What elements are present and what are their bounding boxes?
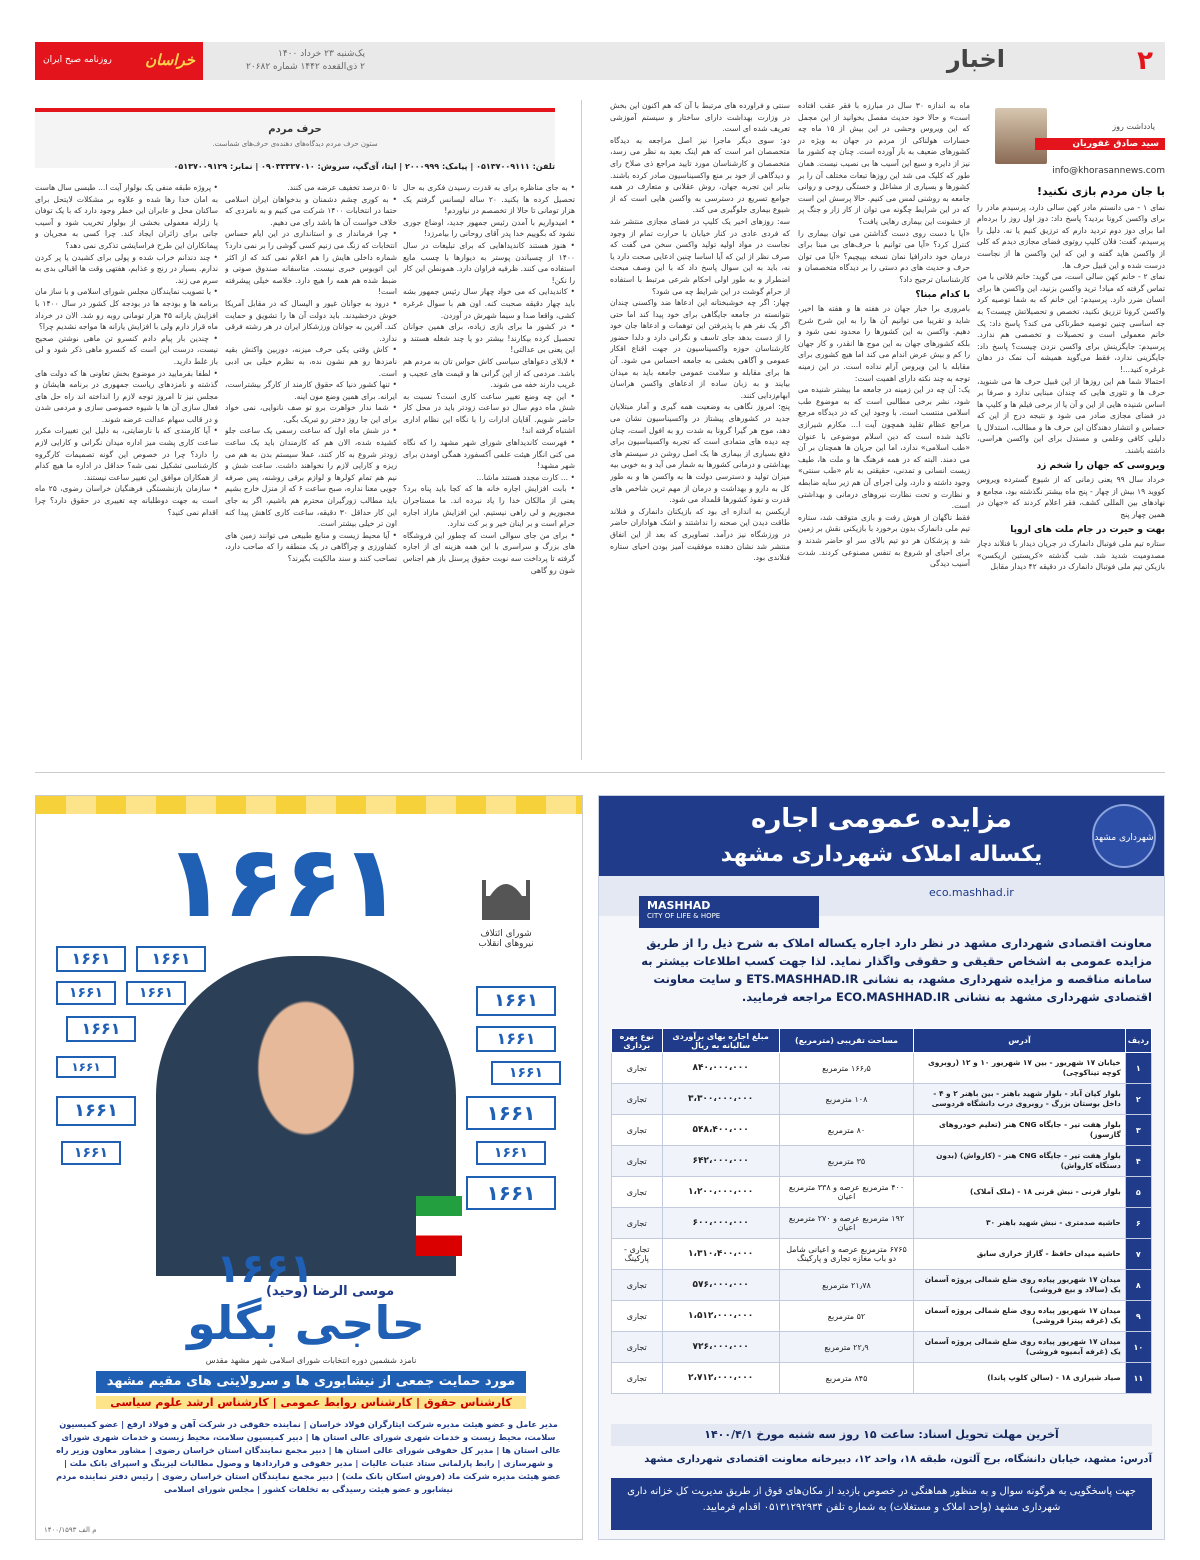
row-address: صیاد شیرازی ۱۸ - (سالن کلوپ پاندا) <box>914 1363 1126 1394</box>
col-header-price: مبلغ اجاره بهای برآوردی سالیانه به ریال <box>662 1029 779 1053</box>
candidate-ad <box>35 795 583 1540</box>
code-tile: ۱۶۶۱ <box>61 1141 121 1165</box>
issue-date <box>245 48 365 74</box>
property-table <box>611 1028 1152 1394</box>
article-column-1 <box>977 186 1165 761</box>
row-area: ۸۰ مترمربع <box>779 1115 913 1146</box>
row-address: حاشیه صدمتری - نبش شهید باهنر ۳۰ <box>914 1208 1126 1239</box>
row-area: ۴۰۰ مترمربع عرصه و ۳۳۸ مترمربع اعیان <box>779 1177 913 1208</box>
row-area: ۱۶۶٫۵ مترمربع <box>779 1053 913 1084</box>
row-number: ۹ <box>1125 1301 1151 1332</box>
section-title: اخبار <box>946 45 1005 73</box>
candidate-code: ۱۶۶۱ <box>166 826 401 938</box>
paragraph: پنج: امروز نگاهی به وضعیت همه گیری و آمار مبتلایان جدید در کشورهای پیشتاز در واکسیناسیون نشان می دهد، موج هر گیرا گرونا به شدت رو به افول است، چنان چه دیده های متمادی است که تجربه واکسیناسیون برای دفع بسیاری از بیماری ها یک اصل روشن در سیستم های بهداشتی و درمانی کشورها به شمار می آید و به خوبی بیه میزان تولید و دسترسی دولت ها به واکسن ها و به طور کل به دارو و بهداشت و درمان از مهم ترین شاخص های قدرت و نفوذ کشورها قلمداد می شود. <box>610 402 790 505</box>
row-number: ۱۱ <box>1125 1363 1151 1394</box>
row-address: میدان ۱۷ شهریور پیاده روی ضلع شمالی پروژه آسمان یک (غرفه آبمیوه فروشی) <box>914 1332 1126 1363</box>
code-tile: ۱۶۶۱ <box>476 1026 556 1052</box>
table-row <box>612 1146 1152 1177</box>
row-address: بلوار کیان آباد - بلوار شهید باهنر - بین باهنر ۲ و ۴ - داخل بوستان بزرگ - روبروی درب دانشگاه فردوسی <box>914 1084 1126 1115</box>
row-use: تجاری <box>612 1177 663 1208</box>
date-lunar: ۲ ذی‌القعده ۱۴۴۲ شماره ۲۰۶۸۲ <box>246 62 365 72</box>
contact-info: تلفن: ۰۵۱۳۷۰۰۹۱۱۱ | پیامک: ۲۰۰۰۹۹۹ | ایتا، آی‌گپ، سروش: ۰۹۰۳۳۳۳۷۰۱۰ | نمابر: ۰۵۱۳۷۰۰۹۱۲۹ <box>173 162 555 171</box>
column-divider <box>581 100 582 760</box>
row-price: ۳،۳۰۰،۰۰۰،۰۰۰ <box>662 1084 779 1115</box>
logo-caption: شورای ائتلاف نیروهای انقلاب <box>478 929 534 949</box>
article-column-3 <box>610 100 790 762</box>
author-photo <box>995 108 1047 164</box>
col-header-area: مساحت تقریبی (مترمربع) <box>779 1029 913 1053</box>
table-row <box>612 1270 1152 1301</box>
people-column-3: • پروژه طبقه منفی یک بولوار آیت ا... طبسی سال هاست به امان خدا رها شده و علاوه بر مشکلات لایتحل برای ساکنان محل و عابران این خطر وجود دارد که با یک توفان یا زلزله معمولی بخشی از بولوار تخریب شود و آسیب جانی برای زائران ایجاد کند. چرا کسی به مجریان و پیمانکاران این طرح فراسایشی تذکری نمی دهد؟ • چند دندانم خراب شده و پولی برای کشیدن یا پر کردن ندارم. بسیار در رنج و عذابم، هفتهی وقت ها اقبالی بدی به سرم می زند. • با تصویب نمایندگان مجلس شورای اسلامی و با ساز مان برنامه ها و بودجه ها در بودجه کل کشور در سال ۱۴۰۰ با افزایش یارانه ۴۵ هزار تومانی روبه رو شد. الان در خرداد ماه قرار دارم ولی با افزایش یارانه ها مواجه نشدیم چرا؟ • چندین بار پیام دادم کنسرو تن ماهی نوشتن صحیح نیست، درست این است که کنسرو ماهی ذکر شود و لی باز غلط دارید. • لطفا بفرمایید در موضوع بخش تعاونی ها که دولت های گذشته و نامزدهای ریاست جمهوری در برنامه هایشان و مجلس نیز تا امروز توجه لازم را انداخته اند راه حل های فعال سازی آن ها با شیوه خصوصی سازی و مردمی شدن و در قالب سهام عدالت عرضه شوند. • آیا کارمندی که با نارضایتی، به دلیل این تغییرات مکرر ساعت کاری پشت میز اداره میدان نگرانی و کارایی لازم را دارد؟ چرا در خصوص این گونه تصمیمات کارگروه کارشناسی تشکیل نمی شه؟ حداقل در اداره ما هیچ کدام از همکاران موافق این تغییر ساعت نیستند. • سازمان بازنشستگی فرهنگیان خراسان رضوی، ۲۵ ماه است به جهت دوطلبانه چه تغییری در حقوق دارد؟ چرا اقدام نمی کنید؟ <box>35 183 218 517</box>
code-tile: ۱۶۶۱ <box>476 986 556 1016</box>
row-use: تجاری <box>612 1084 663 1115</box>
code-tile: ۱۶۶۱ <box>491 1061 561 1085</box>
paragraph: چهار: اگر چه خوشبختانه این ادعاها ضد واکسنی چندان نتوانسته در جامعه جایگاهی برای خود پیدا کند اما حتی اگر یک نفر هم با پذیرفتن این توهمات و ادعاها جان خود را از دست بدهد جای تاسف و نگرانی دارد و دلدا حضور کارشناسان حوزه واکسیناسیون در جهت اقناع افکار عمومی و آگاهی بخشی به جامعه احساس می شود. آن ها برای مقابله و سلامت عمومی جامعه باید به میدان بیایند و به زبان ساده از ادعاهای واکسن هراسان ابهام‌زدایی کنند. <box>610 298 790 400</box>
paragraph: نمای ۱ - می دانستم مادر کهن سالی دارد، پرسیدم مادر را برای واکسن کرونا بردید؟ پاسخ داد: دوز اول روز را برده‌ام اما برای دوز دوم تردید دارم که ترزیق کنیم یا نه. دلیل را پرسیدم، گفت: فلان کلیپ روتوی فضای مجازی دیدم که کلی از واکسن هاید گفته و این که این واکسن ها از نجاست درست شده و این قبیل حرف ها. <box>977 202 1165 270</box>
paragraph: اریکسن به اندازه ای بود که بازیکنان دانمارک و فنلاند طاقت دیدن این صحنه را نداشتند و اشک هواداران حاضر در ورزشگاه نیز درآمد. تصاویری که بعد از این اتفاق منتشر شد نشان دهنده موفقیت آمیز بودن احیای ستاره فنلاندی بود. <box>610 506 790 563</box>
contact-footer: جهت پاسخگویی به هرگونه سوال و به منظور هماهنگی در خصوص بازدید از مکان‌های فوق از طریق مدیریت کل خزانه داری شهرداری مشهد (واحد املاک و مستغلات) به شماره تلفن ۰۵۱۳۱۲۹۲۹۳۴ اقدام فرمایید. <box>611 1478 1152 1530</box>
paragraph: سه: روزهای اخیر یک کلیپ در فضای مجازی منتشر شد که فردی عادی در کنار خیابان با حرارت تمام از وجود نجاست در مواد اولیه تولید واکسن سخن می گفت که صرف نظر از این که آیا اساسا چنین ادعایی صحت دارد یا نه، باید به این سوال پاسخ داد که با این وصف مبحث اضطرار و به طور اولی احکام شرعی مرتبط با استفاده از حرام گوشت در این شرایط چه می شود؟ <box>610 216 790 296</box>
ad-code: م الف ۱۴۰۰/۱۵۹۳ <box>44 1526 97 1534</box>
row-area: ۸۴۵ مترمربع <box>779 1363 913 1394</box>
paragraph: احتمالا شما هم این روزها از این قبیل حرف ها می شنوید، حرف ها و تئوری هایی که چندان مبنایی ندارد و صرفا بر اساس شنیده هایی از این و آن یا از برخی فیلم ها و کلیپ ها در فضای مجازی صادر می شود و نتیجه درج از این که حساس و انتشار دهندگان این حرف ها و مطالب، استدلال یا دلیلی کافی وعلمی و مستدل برای این واکسن هراسی، داشته باشند. <box>977 376 1165 456</box>
author-email[interactable]: info@khorasannews.com <box>1052 166 1165 176</box>
degrees-line: کارشناس حقوق | کارشناس روابط عمومی | کارشناس ارشد علوم سیاسی <box>96 1396 526 1409</box>
date-solar: یک‌شنبه ۲۳ خرداد ۱۴۰۰ <box>277 49 365 59</box>
col-header-use: نوع بهره برداری <box>612 1029 663 1053</box>
row-address: میدان ۱۷ شهریور پیاده روی ضلع شمالی پروژه آسمان یک (غرفه پیتزا فروشی) <box>914 1301 1126 1332</box>
subheading: بهت و حیرت در جام ملت های اروپا <box>1010 524 1165 535</box>
table-row <box>612 1332 1152 1363</box>
code-tile: ۱۶۶۱ <box>56 1056 116 1078</box>
table-row <box>612 1301 1152 1332</box>
submission-deadline: آخرین مهلت تحویل اسناد: ساعت ۱۵ روز سه شنبه مورخ ۱۴۰۰/۴/۱ <box>611 1424 1152 1446</box>
row-address: بلوار هفت تیر - جایگاه CNG هنر (تعلیم خودروهای گازسوز) <box>914 1115 1126 1146</box>
code-tile: ۱۶۶۱ <box>56 1096 136 1126</box>
people-column-1: • به جای مناظره برای به قدرت رسیدن فکری به حال تحصیل کرده ها بکنید. ۲۰ ساله لیسانس گرفتم یک هزار تومانی تا حالا از تخصصم در نیاوردم! • امیدواریم با آمدن رئیس جمهور جدید، اوضاع جوری نشود که بگوییم خدا پدر آقای روحانی را بیامرزد! • هنوز هستند کاندیداهایی که برای تبلیغات در سال ۱۴۰۰ از چسباندن پوستر به دیوارها با چسب مایع استفاده می کنند. ظرفیه فراوان دارد. همونطن این کار را نکن! • کاندیدایی که می خواد چهار سال رئیس جمهور بشه باید چهار دقیقه صحبت کنه. اون هم با سوال غرغره کشی، واقعا صدا و سیما شهرش در آوردن. • در کشور ما برای بازی زیاده، برای همین جوانان تحصیل کرده بیکارند! بیشتر دو یا چند شغله هستند و این یعنی بی عدالتی! • لابلای دعواهای سیاسی کاش حواس تان به مردم هم باشد. مردمی که از این گرانی ها و قیمت های عجیب و غریب دارند خفه می شوند. • این چه وضع تغییر ساعت کاری است؟ نسبت به شش ماه دوم سال دو ساعت زودتر باید در محل کار حاضر شویم. آقایان ادارات را با نگاه این نظام اداری اشتباه گرفته اند! • فهرست کاندیداهای شورای شهر مشهد را که نگاه می کنی انگار هیئت علمی آکسفورد همگی اومدن برای شهر مشهد! • ... کارت مجدد هستند ماشا... • بابت افزایش اجاره خانه ها که کجا باید پناه برد؟ یعنی از مالکان خدا را یاد نبرده اند. ما مستاجران مجبوریم و لی راهی نیستیم. این افزایش مازاد اجاره حرام است و بر اینان خیر و بر کت ندارد. • برای من جای سوالی است که چطور این فروشگاه های بزرگ و سراسری با این همه هزینه ای از اجاره گرفته تا پرداخت سه نوبت حقوق پرسنل باز هم اجناس شون رو گاهی <box>403 183 575 575</box>
brand-logo[interactable] <box>35 42 203 80</box>
paragraph: «آیا با دست روی دست گذاشتن می توان بیماری را کنترل کرد؟ «آیا می توانیم با حرف‌های بی مبنا برای درمان خود دادرافیا نمان نسخه بپیچیم؟ «آیا می توان حرف و حدیث های دم دستی را بر دیدگاه متخصصان و کارشناسان ترجیح داد؟ <box>798 228 970 284</box>
paragraph: سنتی و فراورده های مرتبط با آن که هم اکنون این بخش در وزارت بهداشت دارای ساختار و سیستم آموزشی تعریف شده ای است. <box>610 101 790 134</box>
row-address: خیابان ۱۷ شهریور - بین ۱۷ شهریور ۱۰ و ۱۲ (روبروی کوچه تیناکوچی) <box>914 1053 1126 1084</box>
row-price: ۷۲۶،۰۰۰،۰۰۰ <box>662 1332 779 1363</box>
brand-name: خراسان <box>145 51 195 69</box>
brand-tagline: روزنامه صبح ایران <box>43 55 112 65</box>
row-number: ۱۰ <box>1125 1332 1151 1363</box>
row-use: تجاری <box>612 1363 663 1394</box>
table-row <box>612 1177 1152 1208</box>
column-label: یادداشت روز <box>1112 122 1155 131</box>
row-area: ۵۲ مترمربع <box>779 1301 913 1332</box>
row-number: ۷ <box>1125 1239 1151 1270</box>
code-tile: ۱۶۶۱ <box>466 1176 556 1210</box>
row-address: میدان ۱۷ شهریور پیاده روی ضلع شمالی پروژه آسمان یک (سالاد و بیع فروشی) <box>914 1270 1126 1301</box>
auction-intro: معاونت اقتصادی شهرداری مشهد در نظر دارد اجاره یکساله املاک به شرح ذیل را از طریق مزایده عمومی به اشخاص حقیقی و حقوقی واگذار نماید. لذا جهت کسب اطلاعات بیشتر به سامانه مناقصه و مزایده شهرداری مشهد، به نشانی ETS.MASHHAD.IR و سایت معاونت اقتصادی شهرداری مشهد به نشانی ECO.MASHHAD.IR مراجعه فرمایید. <box>641 936 1152 1004</box>
auction-title: مزایده عمومی اجاره <box>750 804 1013 834</box>
paragraph: دو: سوی دیگر ماجرا نیز اصل مراجعه به دیدگاه متخصصان امر است که هم اینک بعید به نظر می رسد، متخصصان و کارشناسان مورد تایید مراجع ذی صلاح رای و دیدگاهی از خود بر منع واکسیناسیون صادر کرده باشند. بنابر این تجربه جهان، روش عقلانی و متعارف در همه جوامع تسریع در دسترسی به واکسن هایی است که از شیوع بیماری جلوگیری می کند. <box>610 135 790 215</box>
people-column-2: تا ۵۰ درصد تخفیف عرضه می کنند. • به کوری چشم دشمنان و بدخواهان ایران اسلامی حتما در انتخابات ۱۴۰۰ شرکت می کنیم و به نامزدی که خلاف خواست آن ها باشد رای می دهیم. • چرا فرماندار ی و استانداری در این ایام حساس انتخابات که زنگ می زنیم کسی گوشی را بر نمی دارد؟ شماره داخلی هایش را هم اعلام نمی کند که از اکثر این اتوبوس خبری نیست. متاسفانه صندوق صوتی و ضبط شده هم همه را هیچ دارد. خلاصه خیلی پیشرفته است! • درود به جوانان غیور و الیسال که در مقابل آمریکا خوش درخشیدند. باید دولت آن ها را تشویق و حمایت کند. آفرین به جوانان ورزشکار ایران در هر رشته فرقی ندارد. • کاش وقتی یکی حرف میزنه، دوربین واکنش بقیه نامزدها رو هم نشون نده، به نظرم خیلی بی ادبی است. • تنها کشور دنیا که حقوق کارمند از کارگر بیشتراست، ایرانه. برای همین وضع مون اینه. • شما ندار خواهرت برو تو صف نانوایی، نمی خواد برای این جا روز دختر رو تبریک بگی. • در شش ماه اول که ساعت رسمی یک ساعت جلو کشیده شده، الان هم که کارمندان باید یک ساعت زودتر شروع به کار کنند، عملا سیستم بدن به هم می ریزه و کارایی لازم را نخواهند داشت. ساعت شش و نیم هم تمام کولرها و لوازم برقی روشنه، پس صرفه جویی معنا نداره، صبح ساعت ۶ که از منزل خارج بشیم باید مطالب زورگیران محترم هم باشیم، اگر به جای این کار حداقل ۳۰ دقیقه، ساعت کاری کاهش پیدا کنه اون تر خیلی بیشتر است. • آیا محیط زیست و منابع طبیعی می توانند زمین های کشاورزی و چراگاهی در یک منطقه را که صاحب دارد، تصاحب کنند و سند مالکیت بگیرند؟ <box>225 183 397 563</box>
row-price: ۱،۵۱۲،۰۰۰،۰۰۰ <box>662 1301 779 1332</box>
auction-subtitle: یکساله املاک شهرداری مشهد <box>720 842 1043 867</box>
row-price: ۲،۷۱۲،۰۰۰،۰۰۰ <box>662 1363 779 1394</box>
row-area: ۶۷۶۵ مترمربع عرصه و اعیانی شامل دو باب مغازه تجاری و پارکینگ <box>779 1239 913 1270</box>
municipality-emblem-icon: شهرداری مشهد <box>1092 804 1156 868</box>
logo-name: MASHHAD <box>647 899 711 912</box>
iran-flag-icon <box>416 1196 462 1256</box>
people-subtitle: ستون حرف مردم دیدگاه‌های دهنده‌ی حرف‌های شماست. <box>212 140 378 148</box>
row-number: ۲ <box>1125 1084 1151 1115</box>
row-use: تجاری <box>612 1301 663 1332</box>
table-row <box>612 1053 1152 1084</box>
row-area: ۳۵ مترمربع <box>779 1146 913 1177</box>
code-tile: ۱۶۶۱ <box>56 981 116 1005</box>
support-line: مورد حمایت جمعی از نیشابوری ها و سرولایتی های مقیم مشهد <box>96 1371 526 1393</box>
coalition-logo <box>466 866 546 966</box>
row-use: تجاری - پارکینگ <box>612 1239 663 1270</box>
row-price: ۵۴۸،۴۰۰،۰۰۰ <box>662 1115 779 1146</box>
table-row <box>612 1208 1152 1239</box>
people-column-header <box>35 108 555 168</box>
row-area: ۲۲٫۹ مترمربع <box>779 1332 913 1363</box>
paragraph: ستاره تیم ملی فوتبال دانمارک در جریان دیدار با فنلاند دچار مصدومیت شدید شد. شب گذشته «کریستین اریکسن» بازیکن تیم ملی فوتبال دانمارک در دقیقه ۴۲ دیدار مقابل <box>977 539 1165 572</box>
row-number: ۳ <box>1125 1115 1151 1146</box>
row-number: ۸ <box>1125 1270 1151 1301</box>
code-tile: ۱۶۶۱ <box>476 1141 546 1165</box>
auction-ad <box>598 795 1165 1540</box>
row-number: ۶ <box>1125 1208 1151 1239</box>
subheading: ویروسی که جهان را شخم زد <box>1036 460 1165 471</box>
code-tile: ۱۶۶۱ <box>66 1016 136 1042</box>
row-area: ۲۱٫۷۸ مترمربع <box>779 1270 913 1301</box>
article-title: با جان مردم بازی نکنید! <box>1037 186 1165 198</box>
row-price: ۱،۲۰۰،۰۰۰،۰۰۰ <box>662 1177 779 1208</box>
logo-tagline: CITY OF LIFE & HOPE <box>647 912 721 920</box>
table-row <box>612 1084 1152 1115</box>
candidate-first-name: موسی الرضا (وحید) <box>266 1284 395 1299</box>
row-use: تجاری <box>612 1053 663 1084</box>
paragraph: خرداد سال ۹۹ یعنی زمانی که از شیوع گسترده ویروس کووید ۱۹ بیش از چهار - پنج ماه بیشتر نگذشته بود، مجامع و نهادهای بین المللی کشف، فقر اعلام کردند که «جهان در همین چهار پنج <box>977 475 1165 520</box>
row-use: تجاری <box>612 1270 663 1301</box>
office-address: آدرس: مشهد، خیابان دانشگاه، برج آلتون، طبقه ۱۸، واحد ۱۲، دبیرخانه معاونت اقتصادی شهرداری مشهد <box>644 1454 1152 1465</box>
row-use: تجاری <box>612 1115 663 1146</box>
page-header <box>35 42 1165 80</box>
table-row <box>612 1363 1152 1394</box>
page-number: ۲ <box>1137 46 1153 76</box>
candidate-code-small: ۱۶۶۱ <box>216 1246 314 1292</box>
candidate-photo <box>156 956 456 1276</box>
people-title: حرف مردم <box>268 124 322 135</box>
row-price: ۸۴۰،۰۰۰،۰۰۰ <box>662 1053 779 1084</box>
paragraph: ماه به اندازه ۳۰ سال در مبارزه با فقر عقب افتاده است» و حالا خود حدیث مفصل بخوانید از این مجمل که این ویروس وحشی در این بیش از ۱۵ ماه چه خسارات هولناکی از مردم در جهان به ویژه در کشورهای ضعیف به بار آورده است. چنان چه کشور ما نیز از دایره و سیع این آسیب ها بی نصیب نیست. همان طور که کلیک می شد این روزها تبعات مختلف آن را بر کشورها و بسیاری از مشاغل و خستگی روحی و روانی جامعه به روشنی لمس می کنیم. حالا پرسش این است که در این شرایط چگونه می توان از کار زار و جنگ پر از خشونت این بیماری رهایی یافت؟ <box>798 101 970 226</box>
row-use: تجاری <box>612 1208 663 1239</box>
row-price: ۶۴۲،۰۰۰،۰۰۰ <box>662 1146 779 1177</box>
table-row <box>612 1239 1152 1270</box>
row-price: ۶۰۰،۰۰۰،۰۰۰ <box>662 1208 779 1239</box>
section-divider <box>35 772 1165 773</box>
paragraph: نمای ۲ - خانم کهن سالی است، می گوید: خانم فلانی با من تماس گرفته که میاد! ترید واکسن بزنید، این واکسن ها برای انسان ضرر دارد. پرسیدم: این خانم که به شما توصیه کرد واکسن کرونا تزریق نکنید، تخصص و تحصیلاتش چیست؟ به جه اساسی چنین توصیه خطرناکی می کند؟ پاسخ داد: یک خانم معمولی است و تحصیلات و تخصصی هم ندارد. پرسیدم: جایگزینش برای واکسن نزدن چیست؟ پاسخ داد: جایگزینی ندارد، فقط می‌گوید همیشه آب نمک در دهان غرغره کنید...! <box>977 272 1165 374</box>
code-tile: ۱۶۶۱ <box>126 981 186 1005</box>
decorative-stripe <box>36 796 582 814</box>
author-name: سید صادق غفوریان <box>1035 138 1165 150</box>
paragraph: فقط ناگهان از هوش رفت و بازی متوقف شد، ستاره تیم ملی دانمارک بدون برخورد با بازیکنی نقش بر زمین شد و پزشکان هر دو تیم بالای سر او حاضر شدند و برای احیای او شروع به تنفس مصنوعی کردند. شدت آسیب دیدگی <box>798 512 970 569</box>
candidate-last-name: حاجی بگلو <box>187 1296 425 1350</box>
row-number: ۱ <box>1125 1053 1151 1084</box>
article-column-2 <box>798 100 970 762</box>
mashhad-logo <box>639 896 819 928</box>
col-header-no: ردیف <box>1125 1029 1151 1053</box>
row-price: ۵۷۶،۰۰۰،۰۰۰ <box>662 1270 779 1301</box>
row-address: بلوار قرنی - نبش قرنی ۱۸ - (ملک اَملاک) <box>914 1177 1126 1208</box>
code-tile: ۱۶۶۱ <box>466 1096 556 1130</box>
row-area: ۱۹۲ مترمربع عرصه و ۲۷۰ مترمربع اعیان <box>779 1208 913 1239</box>
mosque-icon <box>476 866 536 926</box>
code-tile: ۱۶۶۱ <box>136 946 206 972</box>
row-number: ۴ <box>1125 1146 1151 1177</box>
row-number: ۵ <box>1125 1177 1151 1208</box>
code-tile: ۱۶۶۱ <box>56 946 126 972</box>
row-area: ۱۰۸ مترمربع <box>779 1084 913 1115</box>
row-use: تجاری <box>612 1332 663 1363</box>
row-address: حاشیه میدان حافظ - گاراژ خرازی سابق <box>914 1239 1126 1270</box>
row-price: ۱،۳۱۰،۴۰۰،۰۰۰ <box>662 1239 779 1270</box>
paragraph: یک: آن چه در این زمینه در جامعه ما بیشتر شنیده می شود، نشر برخی مطالبی است که به موضوع طب اسلامی منتسب است. با وجود این که در دیدگاه مرجع مراجع عظام تقلید همچون آیت ا... مکارم شیرازی تاکید شده است که دین اسلام موضوعی با عنوان «طب اسلامی» ندارد، اما این جریان ها همچنان بر آن می دمند. البته که در همه فرهنگ ها و ملت ها، طیف زیست انسانی و تمدنی، حقیقتی به نام «طب سنتی» وجود داشته و دارد، ولی اجرای آن هم زیر سایه ضابطه و نظارت و تحت نظارت نیروهای درمانی و بهداشتی است. <box>798 385 970 511</box>
subheading: با کدام مبنا؟ <box>915 289 970 300</box>
auction-banner <box>599 796 1164 876</box>
table-row <box>612 1115 1152 1146</box>
candidacy-note: نامزد ششمین دوره انتخابات شورای اسلامی شهر مشهد مقدس <box>205 1356 417 1365</box>
auction-url[interactable]: eco.mashhad.ir <box>929 886 1014 899</box>
col-header-address: آدرس <box>914 1029 1126 1053</box>
table-header-row <box>612 1029 1152 1053</box>
author-profile <box>977 108 1165 183</box>
candidate-bio: مدیر عامل و عضو هیئت مدیره شرکت ایثارگران فولاد خراسان | نماینده حقوقی در شرکت آهن و فولاد ارفع | عضو کمیسیون سلامت، محیط زیست و خدمات شهری شورای عالی استان ها | دبیر کمیسیون سلامت، محیط زیست و خدمات شهری شورای عالی استان ها | مدیر کل حقوقی شورای عالی استان ها | دبیر مجمع نمایندگان استان خراسان رضوی | مشاور معاون وزیر راه و شهرسازی | رابط پارلمانی ستاد عتبات عالیات | مدیر حقوقی و قراردادها و وصول مطالبات لیزینگ و اسپرای بانک ملت | عضو هیئت مدیره شرکت ماد (فروش اسکان بانک ملت) | دبیر مجمع نمایندگان استان خراسان رضوی | رئیس دفتر نماینده مردم نیشابور و عضو هیئت رسیدگی به تخلفات کشور | مجلس شورای اسلامی <box>56 1419 561 1494</box>
row-use: تجاری <box>612 1146 663 1177</box>
paragraph: بامروری برا خبار جهان در هفته ها و هفته ها اخیر، شاید و تقریبا می توانیم آن ها را به این شرح شرح دهیم. واکسن به این کشورها را محدود نمی شود و بلکه کشورهای جهان به این موج ها انقدر، و کار جهان را کم و بیش عرض اندام می کند اما هیچ کشوری برای مقابله با این ویروس آرام نداده است. در این زمینه توجه به چند نکته دارای اهمیت است: <box>798 304 970 383</box>
row-address: بلوار هفت تیر - جایگاه CNG هنر - (کارواش) (بدون دستگاه کارواش) <box>914 1146 1126 1177</box>
